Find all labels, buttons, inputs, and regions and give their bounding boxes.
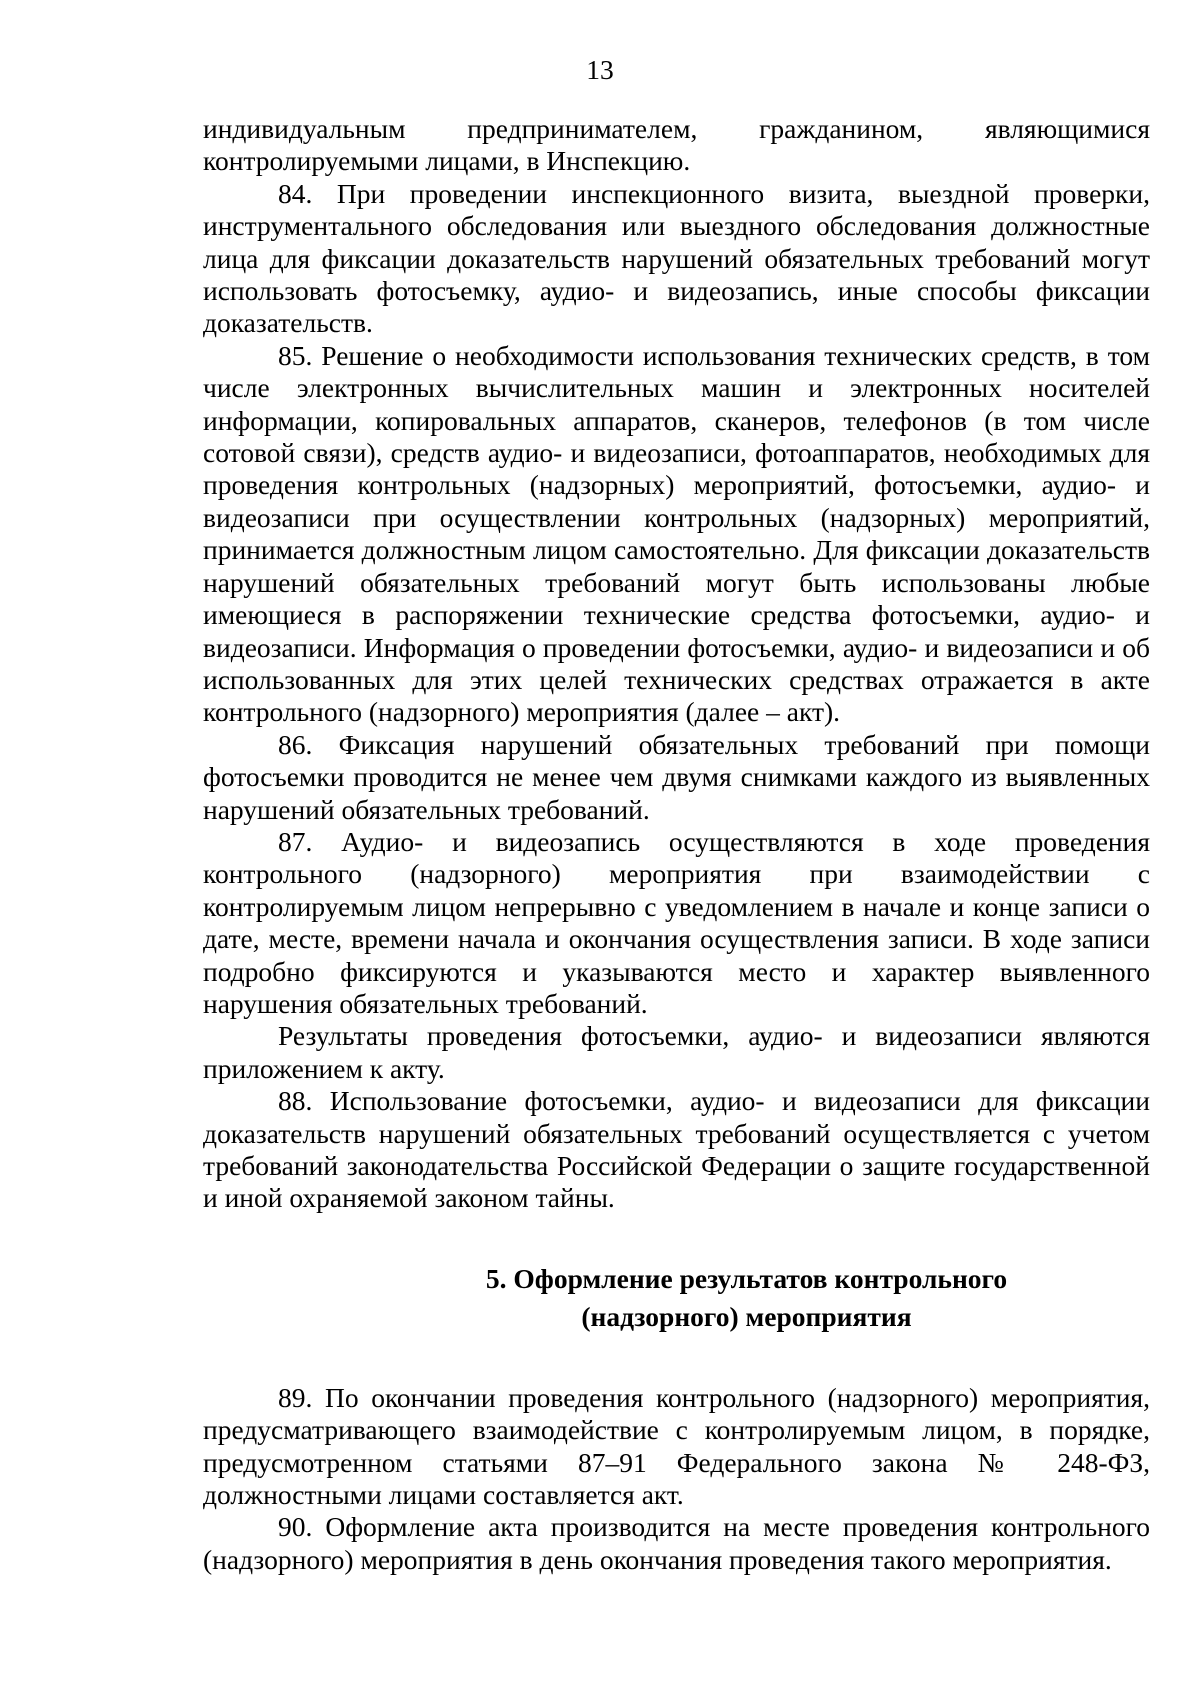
page-number: 13	[586, 54, 614, 85]
paragraph-87: 87. Аудио- и видеозапись осуществляются в ходе проведения контрольного (надзорного) мероприятия при взаимодействии с контролируемым лицом непрерывно с уведомлением в начале и конце записи о дате, месте, времени начала и окончания осуществления записи. В ходе записи подробно фиксируются и указываются место и характер выявленного нарушения обязательных требований.	[203, 825, 1150, 1019]
paragraph-85: 85. Решение о необходимости использования технических средств, в том числе электронных вычислительных машин и электронных носителей информации, копировальных аппаратов, сканеров, телефонов (в том числе сотовой связи), средств аудио- и видеозаписи, фотоаппаратов, необходимых для проведения контрольных (надзорных) мероприятий, фотосъемки, аудио- и видеозаписи при осуществлении контрольных (надзорных) мероприятий, принимается должностным лицом самостоятельно. Для фиксации доказательств нарушений обязательных требований могут быть использованы любые имеющиеся в распоряжении технические средства фотосъемки, аудио- и видеозаписи. Информация о проведении фотосъемки, аудио- и видеозаписи и об использованных для этих целей технических средствах отражается в акте контрольного (надзорного) мероприятия (далее – акт).	[203, 339, 1150, 728]
paragraph-88: 88. Использование фотосъемки, аудио- и видеозаписи для фиксации доказательств нарушений обязательных требований осуществляется с учетом требований законодательства Российской Федерации о защите государственной и иной охраняемой законом тайны.	[203, 1085, 1150, 1214]
paragraph-86: 86. Фиксация нарушений обязательных требований при помощи фотосъемки проводится не менее чем двумя снимками каждого из выявленных нарушений обязательных требований.	[203, 728, 1150, 825]
paragraph-87-results: Результаты проведения фотосъемки, аудио- и видеозаписи являются приложением к акту.	[203, 1020, 1150, 1084]
paragraph-89: 89. По окончании проведения контрольного (надзорного) мероприятия, предусматривающего взаимодействие с контролируемым лицом, в порядке, предусмотренном статьями 87–91 Федерального закона № 248-ФЗ, должностными лицами составляется акт.	[203, 1381, 1150, 1511]
paragraph-90: 90. Оформление акта производится на месте проведения контрольного (надзорного) мероприятия в день окончания проведения такого мероприятия.	[203, 1511, 1150, 1575]
paragraph-84: 84. При проведении инспекционного визита, выездной проверки, инструментального обследования или выездного обследования должностные лица для фиксации доказательств нарушений обязательных требований могут использовать фотосъемку, аудио- и видеозапись, иные способы фиксации доказательств.	[203, 177, 1150, 339]
section-heading-line-2: (надзорного) мероприятия	[581, 1300, 912, 1332]
document-body	[203, 113, 1150, 1576]
paragraph-continuation: индивидуальным предпринимателем, гражданином, являющимися контролируемыми лицами, в Инспекцию.	[203, 113, 1150, 177]
section-heading-line-1: 5. Оформление результатов контрольного	[485, 1262, 1008, 1294]
section-heading	[203, 1260, 1150, 1336]
